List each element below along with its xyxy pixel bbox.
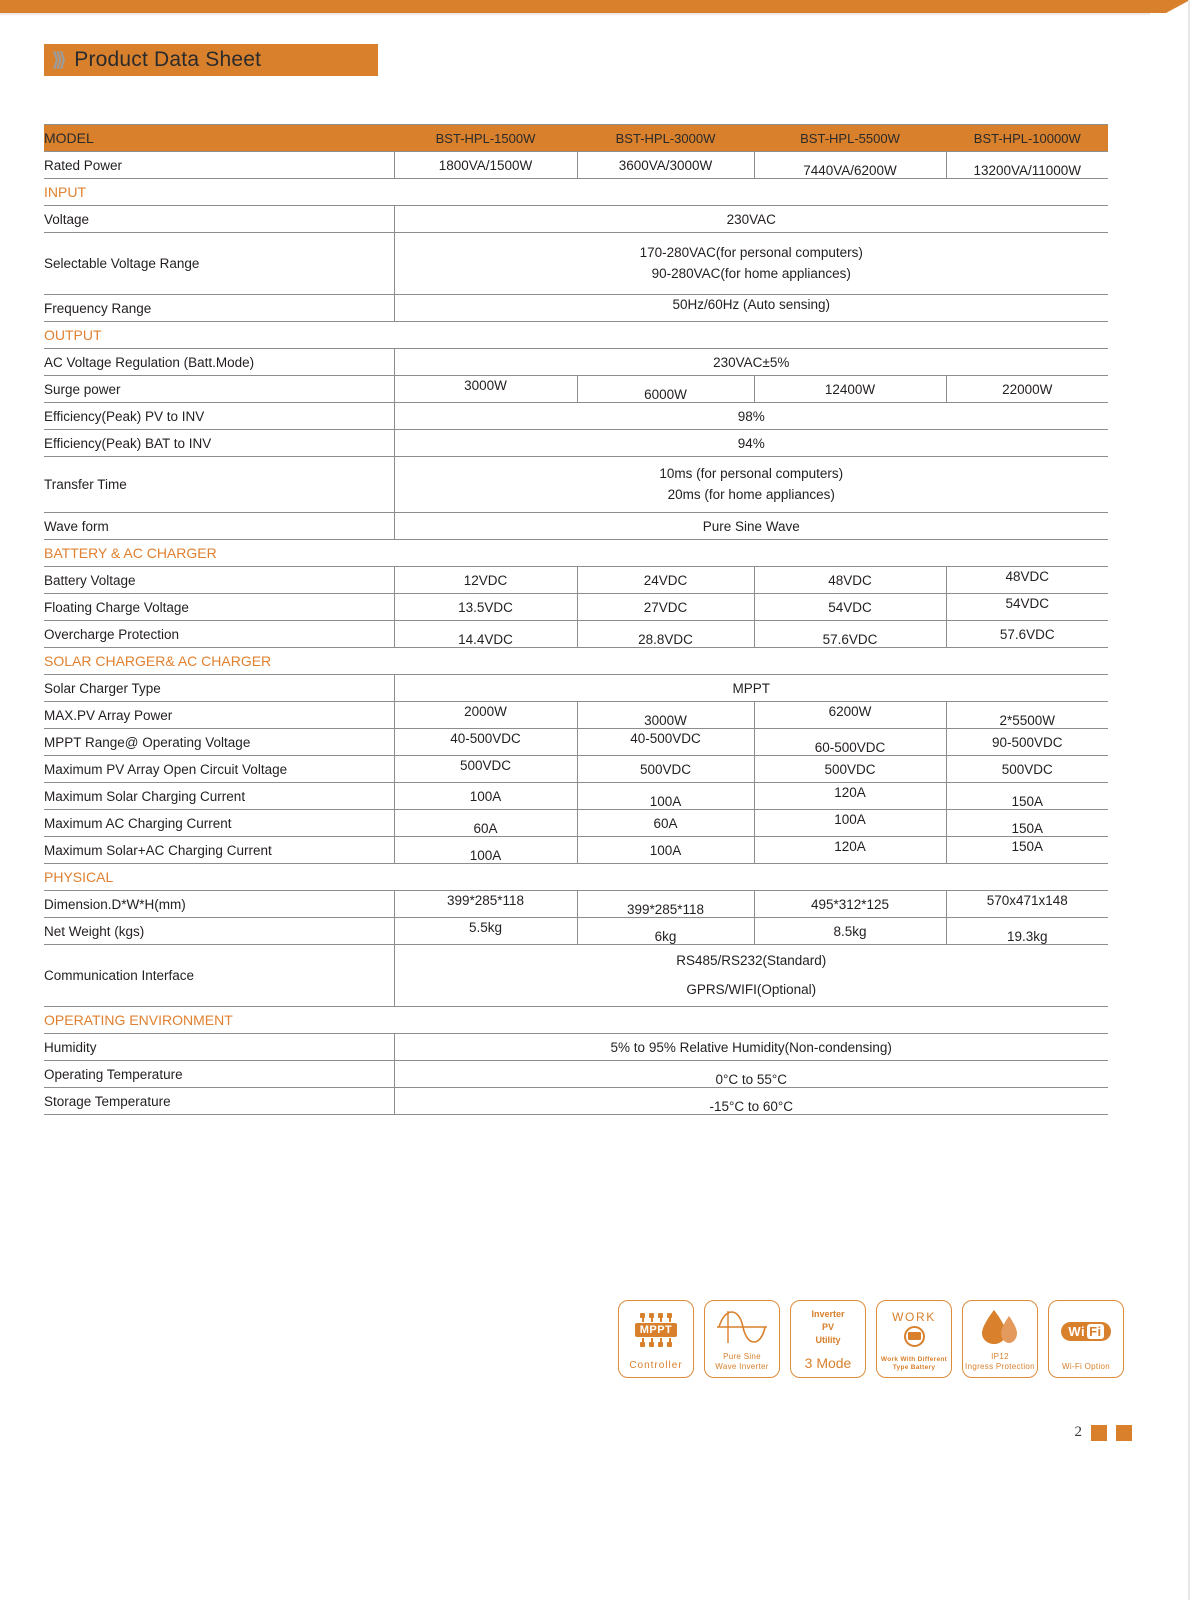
- feature-label-ingress: Ingress Protection: [965, 1362, 1035, 1371]
- header-label: MODEL: [44, 125, 394, 152]
- cell-ac-voltage-regulation: 230VAC±5%: [394, 349, 1108, 376]
- cell-battery-voltage-4: 48VDC: [946, 563, 1108, 590]
- cell-floating-charge-1: 13.5VDC: [394, 594, 577, 621]
- row-label-net-weight: Net Weight (kgs): [44, 918, 394, 945]
- wifi-icon: [1049, 1301, 1123, 1362]
- page-number: 2: [1074, 1424, 1082, 1440]
- cell-net-weight-3: 8.5kg: [754, 918, 946, 945]
- cell-solar-charger-type: MPPT: [394, 675, 1108, 702]
- cell-net-weight-1: 5.5kg: [394, 914, 577, 941]
- cell-dimension-3: 495*312*125: [754, 891, 946, 918]
- cell-storage-temperature: -15°C to 60°C: [394, 1093, 1108, 1120]
- table-row: [44, 1088, 1108, 1115]
- cell-frequency-range: 50Hz/60Hz (Auto sensing): [394, 291, 1108, 318]
- cell-max-solar-ac-current-2: 100A: [577, 837, 754, 864]
- cell-surge-power-2: 6000W: [577, 381, 754, 408]
- row-label-wave-form: Wave form: [44, 513, 394, 540]
- cell-overcharge-2: 28.8VDC: [577, 626, 754, 653]
- row-label-efficiency-pv: Efficiency(Peak) PV to INV: [44, 403, 394, 430]
- cell-efficiency-bat: 94%: [394, 430, 1108, 457]
- cell-max-pv-power-2: 3000W: [577, 707, 754, 734]
- cell-surge-power-1: 3000W: [394, 372, 577, 399]
- transfer-time-line-1: 10ms (for personal computers): [659, 465, 844, 481]
- section-label-environment: OPERATING ENVIRONMENT: [44, 1007, 1108, 1034]
- cell-selectable-voltage-range: [394, 233, 1108, 295]
- table-row: [44, 837, 1108, 864]
- row-label-operating-temperature: Operating Temperature: [44, 1061, 394, 1088]
- cell-max-open-circuit-4: 500VDC: [946, 756, 1108, 783]
- selectable-range-line-2: 90-280VAC(for home appliances): [651, 265, 851, 281]
- cell-mppt-range-1: 40-500VDC: [394, 725, 577, 752]
- cell-floating-charge-2: 27VDC: [577, 594, 754, 621]
- row-label-max-open-circuit-voltage: Maximum PV Array Open Circuit Voltage: [44, 756, 394, 783]
- row-label-max-solar-charging-current: Maximum Solar Charging Current: [44, 783, 394, 810]
- cell-max-ac-current-4: 150A: [946, 815, 1108, 842]
- cell-max-solar-ac-current-1: 100A: [394, 842, 577, 869]
- table-row: [44, 152, 1108, 179]
- section-label-solar: SOLAR CHARGER& AC CHARGER: [44, 648, 1108, 675]
- table-row: [44, 918, 1108, 945]
- top-banner-shadow: [0, 13, 1150, 16]
- cell-wave-form: Pure Sine Wave: [394, 513, 1108, 540]
- table-row: [44, 376, 1108, 403]
- row-label-max-pv-array-power: MAX.PV Array Power: [44, 702, 394, 729]
- feature-icons-row: [618, 1300, 1124, 1378]
- footer-square-left: [1091, 1425, 1107, 1441]
- cell-voltage-value: 230VAC: [394, 206, 1108, 233]
- row-label-floating-charge: Floating Charge Voltage: [44, 594, 394, 621]
- row-label-communication-interface: Communication Interface: [44, 945, 394, 1007]
- cell-overcharge-3: 57.6VDC: [754, 626, 946, 653]
- cell-efficiency-pv: 98%: [394, 403, 1108, 430]
- mode-label-utility: Utility: [815, 1335, 841, 1346]
- cell-max-solar-ac-current-4: 150A: [946, 833, 1108, 860]
- section-label-input: INPUT: [44, 179, 1108, 206]
- cell-max-solar-current-1: 100A: [394, 783, 577, 810]
- feature-label-three-mode: 3 Mode: [804, 1354, 852, 1371]
- cell-transfer-time: [394, 457, 1108, 513]
- table-row: [44, 206, 1108, 233]
- cell-max-ac-current-2: 60A: [577, 810, 754, 837]
- communication-line-2: GPRS/WIFI(Optional): [686, 981, 817, 997]
- header-model-1: BST-HPL-1500W: [394, 125, 577, 152]
- table-row: [44, 621, 1108, 648]
- cell-humidity: 5% to 95% Relative Humidity(Non-condensing): [394, 1034, 1108, 1061]
- cell-max-ac-current-3: 100A: [754, 806, 946, 833]
- footer-square-right: [1116, 1425, 1132, 1441]
- feature-work-battery: [876, 1300, 952, 1378]
- cell-battery-voltage-2: 24VDC: [577, 567, 754, 594]
- cell-mppt-range-2: 40-500VDC: [577, 725, 754, 752]
- row-label-storage-temperature: Storage Temperature: [44, 1088, 394, 1115]
- mppt-chip-badge: MPPT: [635, 1323, 678, 1337]
- feature-label-wifi: Wi-Fi Option: [1061, 1362, 1111, 1371]
- cell-max-solar-current-3: 120A: [754, 779, 946, 806]
- header-model-3: BST-HPL-5500W: [754, 125, 946, 152]
- cell-dimension-4: 570x471x148: [946, 887, 1108, 914]
- cell-max-open-circuit-2: 500VDC: [577, 756, 754, 783]
- cell-rated-power-3: 7440VA/6200W: [754, 157, 946, 184]
- feature-wifi-option: [1048, 1300, 1124, 1378]
- cell-mppt-range-4: 90-500VDC: [946, 729, 1108, 756]
- section-label-physical: PHYSICAL: [44, 864, 1108, 891]
- feature-label-pure-sine-line1: Pure Sine: [723, 1352, 761, 1361]
- row-label-efficiency-bat: Efficiency(Peak) BAT to INV: [44, 430, 394, 457]
- cell-rated-power-4: 13200VA/11000W: [946, 157, 1108, 184]
- row-label-solar-charger-type: Solar Charger Type: [44, 675, 394, 702]
- feature-three-mode: [790, 1300, 866, 1378]
- cell-battery-voltage-3: 48VDC: [754, 567, 946, 594]
- cell-surge-power-4: 22000W: [946, 376, 1108, 403]
- table-row: [44, 457, 1108, 513]
- row-label-frequency-range: Frequency Range: [44, 295, 394, 322]
- cell-max-pv-power-1: 2000W: [394, 698, 577, 725]
- cell-rated-power-2: 3600VA/3000W: [577, 152, 754, 179]
- cell-rated-power-1: 1800VA/1500W: [394, 152, 577, 179]
- cell-overcharge-1: 14.4VDC: [394, 626, 577, 653]
- cell-battery-voltage-1: 12VDC: [394, 567, 577, 594]
- cell-max-pv-power-4: 2*5500W: [946, 707, 1108, 734]
- row-label-max-solar-ac-charging-current: Maximum Solar+AC Charging Current: [44, 837, 394, 864]
- sine-wave-icon: [705, 1301, 779, 1352]
- table-row: [44, 756, 1108, 783]
- feature-label-work-line2: Type Battery: [892, 1363, 936, 1371]
- cell-dimension-1: 399*285*118: [394, 887, 577, 914]
- selectable-range-line-1: 170-280VAC(for personal computers): [639, 244, 863, 260]
- feature-label-work-line1: Work With Different: [880, 1355, 948, 1363]
- page-title: Product Data Sheet: [74, 48, 262, 71]
- table-header-row: [44, 125, 1108, 152]
- three-mode-icon: [791, 1301, 865, 1355]
- work-battery-icon: [877, 1301, 951, 1356]
- row-label-ac-voltage-regulation: AC Voltage Regulation (Batt.Mode): [44, 349, 394, 376]
- top-decorative-banner: [0, 0, 1190, 13]
- cell-communication-interface: [394, 945, 1108, 1007]
- header-model-4: BST-HPL-10000W: [946, 125, 1108, 152]
- page-footer: [0, 1424, 1190, 1441]
- table-row: [44, 295, 1108, 322]
- table-row: [44, 594, 1108, 621]
- work-word: WORK: [892, 1309, 936, 1324]
- chevrons-icon: ⟩⟩⟩: [52, 49, 63, 71]
- row-label-rated-power: Rated Power: [44, 152, 394, 179]
- row-label-transfer-time: Transfer Time: [44, 457, 394, 513]
- feature-mppt-controller: [618, 1300, 694, 1378]
- table-row: [44, 1061, 1108, 1088]
- row-label-selectable-voltage-range: Selectable Voltage Range: [44, 233, 394, 295]
- section-heading-environment: [44, 1007, 1108, 1034]
- page-title-bar: [44, 44, 378, 76]
- row-label-overcharge-protection: Overcharge Protection: [44, 621, 394, 648]
- row-label-humidity: Humidity: [44, 1034, 394, 1061]
- cell-max-solar-current-2: 100A: [577, 788, 754, 815]
- specification-table: [44, 124, 1108, 1115]
- cell-max-ac-current-1: 60A: [394, 815, 577, 842]
- table-row: [44, 233, 1108, 295]
- cell-max-pv-power-3: 6200W: [754, 698, 946, 725]
- row-label-surge-power: Surge power: [44, 376, 394, 403]
- table-row: [44, 403, 1108, 430]
- mppt-chip-icon: [619, 1301, 693, 1360]
- communication-line-1: RS485/RS232(Standard): [676, 952, 827, 968]
- mode-label-pv: PV: [821, 1322, 834, 1333]
- feature-ingress-protection: [962, 1300, 1038, 1378]
- cell-dimension-2: 399*285*118: [577, 896, 754, 923]
- transfer-time-line-2: 20ms (for home appliances): [667, 486, 835, 502]
- section-heading-output: [44, 322, 1108, 349]
- cell-floating-charge-4: 54VDC: [946, 590, 1108, 617]
- wifi-badge-fi: Fi: [1089, 1324, 1102, 1339]
- feature-pure-sine-wave: [704, 1300, 780, 1378]
- mode-label-inverter: Inverter: [811, 1309, 845, 1320]
- cell-operating-temperature: 0°C to 55°C: [394, 1066, 1108, 1093]
- header-model-2: BST-HPL-3000W: [577, 125, 754, 152]
- row-label-battery-voltage: Battery Voltage: [44, 567, 394, 594]
- feature-label-pure-sine-line2: Wave Inverter: [715, 1362, 769, 1371]
- section-label-output: OUTPUT: [44, 322, 1108, 349]
- row-label-voltage: Voltage: [44, 206, 394, 233]
- row-label-max-ac-charging-current: Maximum AC Charging Current: [44, 810, 394, 837]
- cell-max-solar-current-4: 150A: [946, 788, 1108, 815]
- table-row: [44, 430, 1108, 457]
- row-label-mppt-range: MPPT Range@ Operating Voltage: [44, 729, 394, 756]
- table-row: [44, 1034, 1108, 1061]
- table-row: [44, 513, 1108, 540]
- cell-floating-charge-3: 54VDC: [754, 594, 946, 621]
- section-label-battery: BATTERY & AC CHARGER: [44, 540, 1108, 567]
- wifi-badge-wi: Wi: [1068, 1324, 1086, 1339]
- cell-net-weight-4: 19.3kg: [946, 923, 1108, 950]
- cell-overcharge-4: 57.6VDC: [946, 621, 1108, 648]
- feature-label-ip12: IP12: [991, 1352, 1009, 1361]
- cell-max-open-circuit-1: 500VDC: [394, 752, 577, 779]
- cell-max-solar-ac-current-3: 120A: [754, 833, 946, 860]
- row-label-dimension: Dimension.D*W*H(mm): [44, 891, 394, 918]
- feature-label-controller: Controller: [629, 1359, 683, 1371]
- water-drop-icon: [963, 1301, 1037, 1352]
- cell-max-open-circuit-3: 500VDC: [754, 756, 946, 783]
- cell-surge-power-3: 12400W: [754, 376, 946, 403]
- table-row: [44, 783, 1108, 810]
- cell-net-weight-2: 6kg: [577, 923, 754, 950]
- table-row: [44, 945, 1108, 1007]
- cell-mppt-range-3: 60-500VDC: [754, 734, 946, 761]
